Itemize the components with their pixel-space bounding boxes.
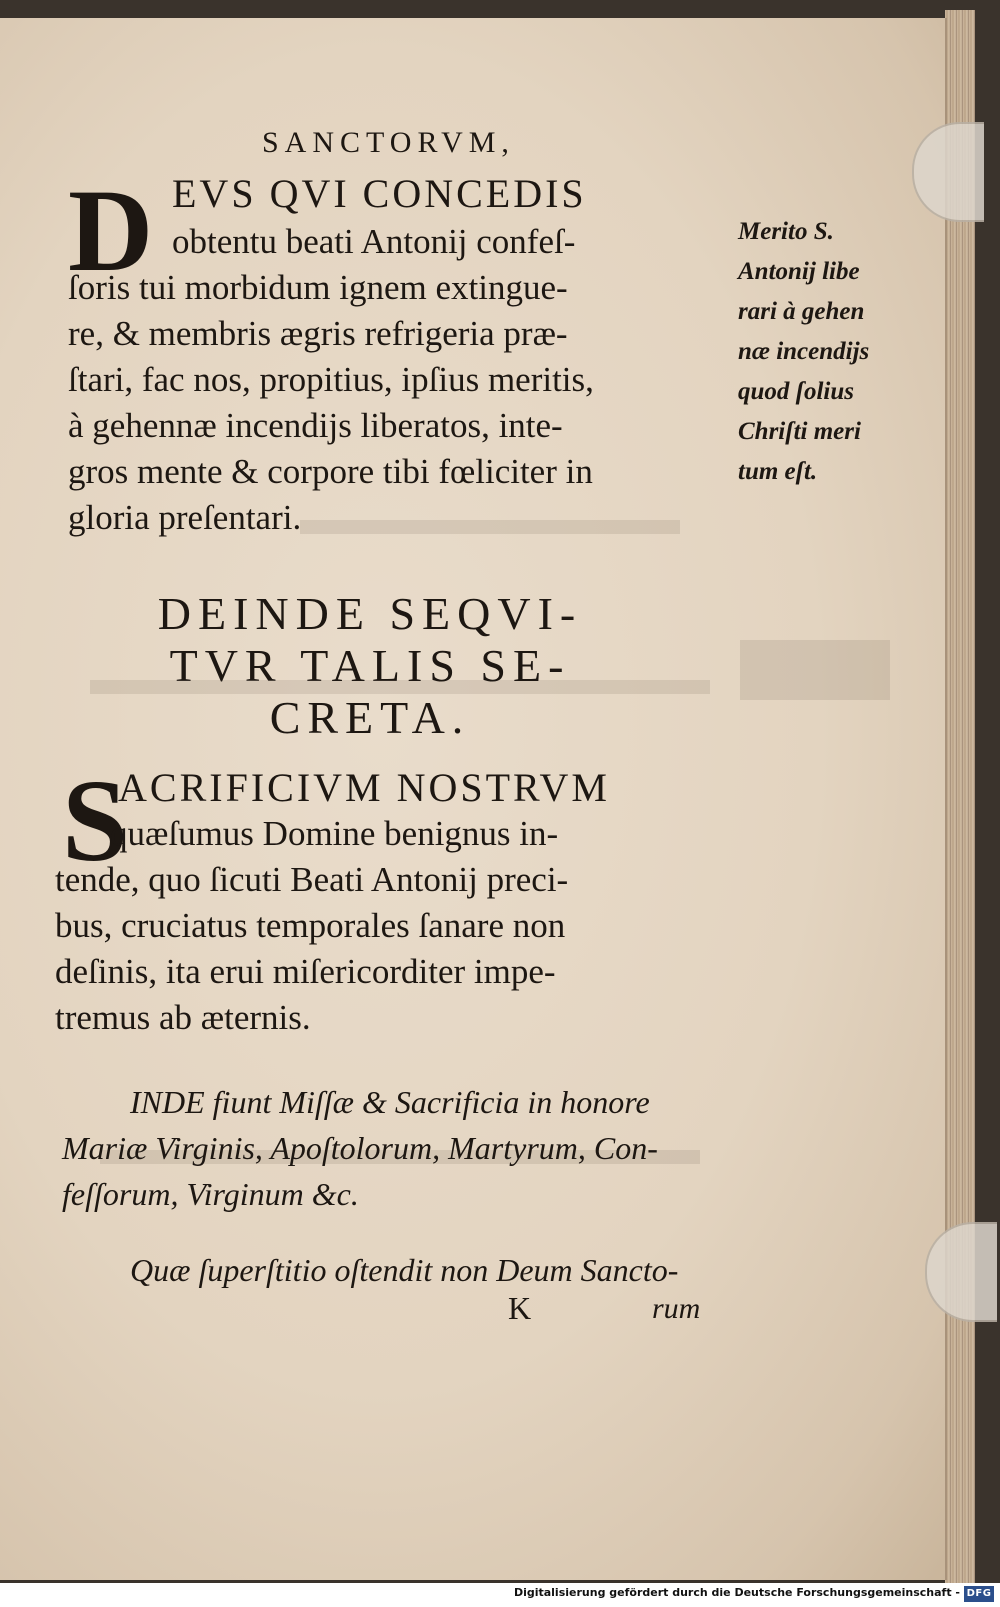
bleed-through-1 xyxy=(300,520,680,534)
oratio-line-6: à gehennæ incendijs liberatos, inte- xyxy=(68,406,563,445)
secreta-line-5: deſinis, ita erui miſericorditer impe- xyxy=(55,952,556,991)
heading-line-1: DEINDE SEQVI- xyxy=(157,588,583,639)
marginal-line-7: tum eſt. xyxy=(738,458,818,485)
drop-cap-d: D xyxy=(68,165,154,296)
marginal-line-3: rari à gehen xyxy=(738,298,865,325)
secreta-line-4: bus, cruciatus temporales ſanare non xyxy=(55,906,566,945)
inde-line-3: feſſorum, Virginum &c. xyxy=(62,1176,359,1212)
marginal-line-2: Antonij libe xyxy=(738,258,860,285)
marginal-line-4: næ incendijs xyxy=(738,338,870,365)
oratio-line-2: obtentu beati Antonij confeſ- xyxy=(172,222,576,261)
dfg-logo: DFG xyxy=(964,1586,994,1602)
page-edges xyxy=(945,10,975,1585)
heading-line-2: TVR TALIS SE- xyxy=(169,640,571,691)
marginal-line-6: Chriſti meri xyxy=(738,418,861,445)
secreta-line-2: quæſumus Domine benignus in- xyxy=(110,814,559,853)
inde-line-2: Mariæ Virginis, Apoſtolorum, Martyrum, Con- xyxy=(62,1130,658,1166)
oratio-line-7: gros mente & corpore tibi fœliciter in xyxy=(68,452,593,491)
running-head: SANCTORVM, xyxy=(262,126,515,159)
marginal-line-5: quod ſolius xyxy=(738,378,855,405)
catchword: rum xyxy=(652,1292,701,1325)
heading-line-3: CRETA. xyxy=(269,692,471,743)
last-line: Quæ ſuperſtitio oſtendit non Deum Sancto- xyxy=(130,1252,679,1288)
oratio-line-4: re, & membris ægris refrigeria præ- xyxy=(68,314,568,353)
secreta-line-3: tende, quo ſicuti Beati Antonij preci- xyxy=(55,860,569,899)
secreta-line-6: tremus ab æternis. xyxy=(55,998,311,1037)
signature-mark: K xyxy=(508,1290,532,1326)
oratio-line-5: ſtari, fac nos, propitius, ipſius meritis, xyxy=(68,360,594,399)
oratio-line-1: EVS QVI CONCEDIS xyxy=(172,171,587,216)
bleed-through-3 xyxy=(740,640,890,700)
secreta-line-1: ACRIFICIVM NOSTRVM xyxy=(118,765,610,810)
inde-line-1: INDE fiunt Miſſæ & Sacrificia in honore xyxy=(130,1084,650,1120)
footer-credit: Digitalisierung gefördert durch die Deutsche Forschungsgemeinschaft - xyxy=(513,1586,960,1599)
drop-cap-s: S xyxy=(62,755,128,886)
oratio-line-8: gloria preſentari. xyxy=(68,498,302,537)
digitization-footer xyxy=(0,1583,1000,1607)
oratio-line-3: ſoris tui morbidum ignem extingue- xyxy=(68,268,568,307)
marginal-line-1: Merito S. xyxy=(738,218,834,245)
